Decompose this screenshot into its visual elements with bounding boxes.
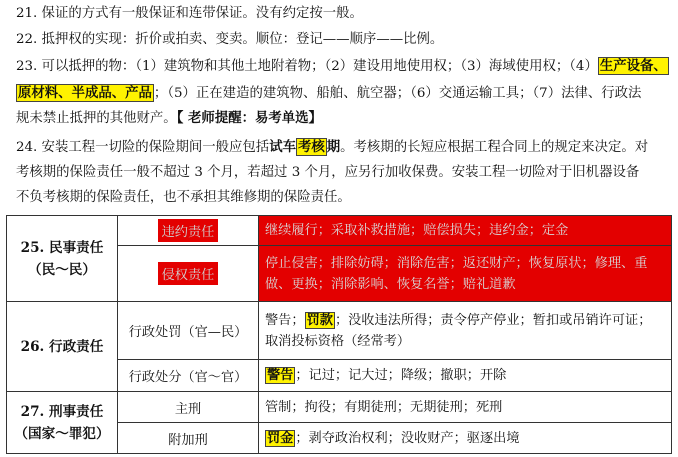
item-24-text-d: 不负考核期的保险责任，也不承担其维修期的保险责任。 — [16, 190, 351, 205]
item-24-line-1 — [16, 136, 670, 160]
item-23-line-2 — [16, 82, 670, 106]
item-22-text: 22. 抵押权的实现：折价或拍卖、变卖。顺位：登记——顺序——比例。 — [16, 32, 444, 47]
criminal-liability-title: 27. 刑事责任 — [20, 403, 104, 420]
tort-label: 侵权责任 — [158, 262, 219, 285]
sanction-label-cell — [118, 360, 259, 392]
table-row-admin-penalty — [7, 302, 672, 360]
civil-liability-title: 25. 民事责任 — [20, 239, 104, 256]
item-24-bold-2: 期 — [326, 139, 341, 155]
penalty-prefix: 警告； — [265, 312, 305, 328]
main-penalty-content-cell — [259, 392, 672, 423]
civil-liability-sub: （民～民） — [28, 261, 96, 278]
sanction-label: 行政处分（官～官） — [128, 370, 248, 385]
table-row-civil-breach — [7, 216, 672, 246]
penalty-content-2: 取消投标资格（经常考） — [265, 333, 411, 349]
item-22 — [16, 29, 670, 52]
item-23-text-a: 23. 可以抵押的物：（1）建筑物和其他土地附着物；（2）建设用地使用权；（3）海域使用权；（4） — [16, 59, 598, 74]
additional-penalty-content: ；剥夺政治权利；没收财产；驱逐出境 — [295, 430, 520, 446]
liability-table — [6, 215, 672, 454]
item-23-highlight-2: 原材料、半成品、产品 — [18, 85, 152, 101]
breach-label-cell — [118, 216, 259, 246]
criminal-liability-cell — [7, 392, 118, 454]
item-24-line-3 — [16, 187, 670, 210]
item-23-line-1 — [16, 55, 670, 79]
tort-label-cell — [118, 246, 259, 302]
item-23-text-b: ；（5）正在建造的建筑物、船舶、航空器；（6）交通运输工具；（7）法律、行政法 — [153, 86, 642, 101]
additional-penalty-highlight: 罚金 — [267, 430, 294, 446]
sanction-content-cell — [259, 360, 672, 392]
tort-content-cell — [259, 246, 672, 302]
breach-content: 继续履行；采取补救措施；赔偿损失；违约金；定金 — [265, 223, 569, 238]
item-24-line-2 — [16, 162, 670, 185]
item-24-text-c: 考核期的保险责任一般不超过 3 个月，若超过 3 个月，应另行加收保费。安装工程一切险对于旧机器设备 — [16, 165, 640, 180]
additional-penalty-label: 附加刑 — [168, 432, 208, 448]
criminal-liability-sub: （国家～罪犯） — [14, 425, 110, 442]
main-penalty-label: 主刑 — [174, 401, 202, 417]
civil-liability-cell — [7, 216, 118, 302]
main-penalty-content: 管制；拘役；有期徒刑；无期徒刑；死刑 — [265, 399, 503, 415]
tort-content-2: 做、更换；消除影响、恢复名誉；赔礼道歉 — [265, 276, 516, 292]
sanction-content: ；记过；记大过；降级；撤职；开除 — [295, 368, 507, 383]
breach-label: 违约责任 — [158, 219, 219, 242]
item-21 — [16, 3, 670, 26]
penalty-content-1: ；没收违法所得；责令停产停业；暂扣或吊销许可证； — [334, 312, 652, 328]
table-row-criminal-main — [7, 392, 672, 423]
additional-penalty-label-cell — [118, 423, 259, 454]
penalty-label: 行政处罚（官—民） — [128, 325, 248, 340]
sanction-highlight: 警告 — [267, 368, 294, 383]
item-23-highlight-1: 生产设备、 — [599, 58, 667, 74]
breach-content-cell — [259, 216, 672, 246]
additional-penalty-content-cell — [259, 423, 672, 454]
penalty-label-cell — [118, 302, 259, 360]
item-23-line-3 — [16, 107, 670, 131]
item-23-text-c: 规未禁止抵押的其他财产。 — [16, 111, 177, 126]
main-penalty-label-cell — [118, 392, 259, 423]
penalty-highlight: 罚款 — [306, 312, 333, 328]
item-24-bold: 试车 — [269, 139, 296, 155]
item-24-text-a: 24. 安装工程一切险的保险期间一般应包括 — [16, 140, 270, 155]
item-24-highlight: 考核 — [297, 139, 325, 155]
item-21-text: 21. 保证的方式有一般保证和连带保证。没有约定按一般。 — [16, 6, 363, 21]
admin-liability-cell — [7, 302, 118, 392]
admin-liability-title: 26. 行政责任 — [20, 338, 104, 355]
tort-content-1: 停止侵害；排除妨碍；消除危害；返还财产；恢复原状；修理、重 — [265, 255, 648, 271]
teacher-tip: 【 老师提醒：易考单选】 — [176, 110, 322, 126]
item-24-text-b: 。考核期的长短应根据工程合同上的规定来决定。对 — [340, 140, 649, 155]
penalty-content-cell — [259, 302, 672, 360]
